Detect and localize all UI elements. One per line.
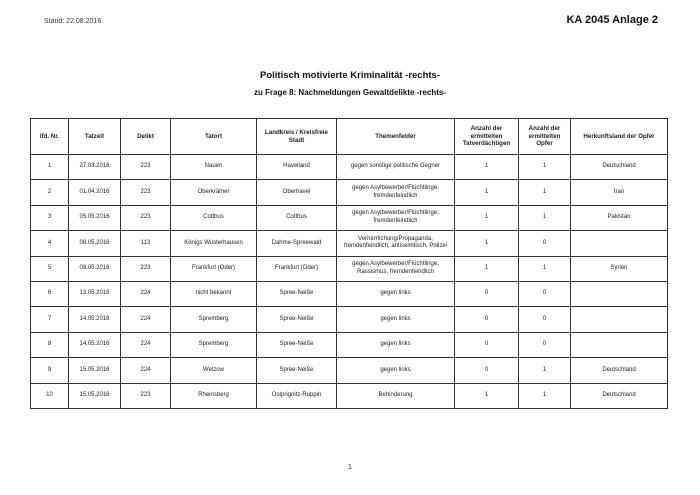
cell-opfer: 0 <box>519 307 571 332</box>
cell-delikt: 223 <box>121 205 171 230</box>
table-row <box>31 205 668 230</box>
cell-tatort: nicht bekannt <box>171 281 257 306</box>
document-reference: KA 2045 Anlage 2 <box>566 14 658 26</box>
header-lfd-nr: lfd. Nr. <box>31 119 69 155</box>
cell-tatort: Spremberg <box>171 332 257 357</box>
cell-lfd-nr: 4 <box>31 231 69 256</box>
cell-opfer: 0 <box>519 231 571 256</box>
cell-landkreis: Spree-Neiße <box>257 281 337 306</box>
table-header-row <box>31 119 668 155</box>
cell-delikt: 113 <box>121 231 171 256</box>
cell-themenfelder: gegen links <box>337 332 455 357</box>
cell-tatverdaechtige: 1 <box>455 256 519 281</box>
cell-tatzeit: 13.05.2016 <box>69 281 121 306</box>
cell-tatverdaechtige: 0 <box>455 307 519 332</box>
cell-lfd-nr: 3 <box>31 205 69 230</box>
table-row <box>31 307 668 332</box>
cell-delikt: 223 <box>121 180 171 205</box>
cell-landkreis: Spree-Neiße <box>257 332 337 357</box>
cell-opfer: 1 <box>519 383 571 408</box>
cell-herkunftsland: Deutschland <box>571 155 668 180</box>
cell-opfer: 1 <box>519 155 571 180</box>
table-row <box>31 281 668 306</box>
cell-landkreis: Spree-Neiße <box>257 358 337 383</box>
stand-date: Stand: 22.08.2016 <box>44 18 102 25</box>
cell-opfer: 1 <box>519 205 571 230</box>
cell-tatzeit: 08.05.2016 <box>69 231 121 256</box>
cell-lfd-nr: 7 <box>31 307 69 332</box>
table-row <box>31 383 668 408</box>
table-row <box>31 358 668 383</box>
cell-tatverdaechtige: 1 <box>455 155 519 180</box>
cell-tatverdaechtige: 1 <box>455 205 519 230</box>
cell-herkunftsland: Pakistan <box>571 205 668 230</box>
document-title: Politisch motivierte Kriminalität -rechts- <box>259 70 440 81</box>
cell-herkunftsland: Syrien <box>571 256 668 281</box>
cell-herkunftsland: Iran <box>571 180 668 205</box>
incident-table <box>30 118 668 409</box>
header-tatort: Tatort <box>171 119 257 155</box>
cell-herkunftsland <box>571 281 668 306</box>
cell-delikt: 224 <box>121 358 171 383</box>
cell-tatverdaechtige: 1 <box>455 180 519 205</box>
cell-opfer: 0 <box>519 332 571 357</box>
cell-lfd-nr: 2 <box>31 180 69 205</box>
cell-themenfelder: Behinderung <box>337 383 455 408</box>
cell-landkreis: Havelland <box>257 155 337 180</box>
cell-delikt: 224 <box>121 332 171 357</box>
cell-lfd-nr: 10 <box>31 383 69 408</box>
cell-themenfelder: gegen Asylbewerber/Flüchtlinge, Rassismus, fremdenfeindlich <box>337 256 455 281</box>
cell-landkreis: Ostprignitz-Ruppin <box>257 383 337 408</box>
cell-lfd-nr: 9 <box>31 358 69 383</box>
cell-herkunftsland: Deutschland <box>571 383 668 408</box>
table-row <box>31 231 668 256</box>
header-herkunftsland: Herkunftsland der Opfer <box>571 119 668 155</box>
cell-themenfelder: gegen Asylbewerber/Flüchtlinge, fremdenfeindlich <box>337 205 455 230</box>
cell-landkreis: Oberhavel <box>257 180 337 205</box>
cell-herkunftsland <box>571 332 668 357</box>
header-landkreis: Landkreis / Kreisfreie Stadt <box>257 119 337 155</box>
table-row <box>31 180 668 205</box>
cell-lfd-nr: 1 <box>31 155 69 180</box>
cell-tatzeit: 27.03.2016 <box>69 155 121 180</box>
cell-tatort: Spremberg <box>171 307 257 332</box>
table-row <box>31 332 668 357</box>
cell-tatzeit: 01.04.2016 <box>69 180 121 205</box>
cell-tatort: Welzow <box>171 358 257 383</box>
cell-tatort: Frankfurt (Oder) <box>171 256 257 281</box>
cell-tatverdaechtige: 1 <box>455 383 519 408</box>
table-row <box>31 256 668 281</box>
table-row <box>31 155 668 180</box>
cell-opfer: 1 <box>519 358 571 383</box>
header-tatzeit: Tatzeit <box>69 119 121 155</box>
cell-tatzeit: 14.05.2016 <box>69 307 121 332</box>
cell-tatverdaechtige: 0 <box>455 281 519 306</box>
cell-tatzeit: 15.05.2016 <box>69 358 121 383</box>
cell-landkreis: Frankfurt (Oder) <box>257 256 337 281</box>
cell-delikt: 224 <box>121 281 171 306</box>
cell-tatverdaechtige: 1 <box>455 231 519 256</box>
cell-themenfelder: gegen links <box>337 281 455 306</box>
document-subtitle: zu Frage 8: Nachmeldungen Gewaltdelikte -rechts- <box>253 88 447 97</box>
header-tatverdaechtige: Anzahl der ermittelten Tatverdächtigen <box>455 119 519 155</box>
cell-tatzeit: 14.05.2016 <box>69 332 121 357</box>
header-themenfelder: Themenfelder <box>337 119 455 155</box>
cell-lfd-nr: 6 <box>31 281 69 306</box>
cell-landkreis: Dahme-Spreewald <box>257 231 337 256</box>
cell-herkunftsland <box>571 307 668 332</box>
cell-herkunftsland <box>571 231 668 256</box>
cell-tatort: Oberkrämer <box>171 180 257 205</box>
cell-landkreis: Cottbus <box>257 205 337 230</box>
cell-landkreis: Spree-Neiße <box>257 307 337 332</box>
cell-delikt: 223 <box>121 256 171 281</box>
cell-tatort: Cottbus <box>171 205 257 230</box>
cell-tatzeit: 05.05.2016 <box>69 205 121 230</box>
cell-tatort: Königs Wusterhausen <box>171 231 257 256</box>
cell-lfd-nr: 5 <box>31 256 69 281</box>
cell-lfd-nr: 8 <box>31 332 69 357</box>
page-number: 1 <box>348 464 352 471</box>
cell-themenfelder: gegen links <box>337 307 455 332</box>
cell-themenfelder: gegen sonstige politische Gegner <box>337 155 455 180</box>
header-delikt: Delikt <box>121 119 171 155</box>
cell-opfer: 0 <box>519 281 571 306</box>
cell-tatort: Nauen <box>171 155 257 180</box>
cell-delikt: 223 <box>121 383 171 408</box>
cell-tatort: Rheinsberg <box>171 383 257 408</box>
cell-themenfelder: gegen links <box>337 358 455 383</box>
cell-tatzeit: 15.05.2016 <box>69 383 121 408</box>
cell-themenfelder: gegen Asylbewerber/Flüchtlinge, fremdenfeindlich <box>337 180 455 205</box>
header-opfer: Anzahl der ermittelten Opfer <box>519 119 571 155</box>
cell-herkunftsland: Deutschland <box>571 358 668 383</box>
cell-themenfelder: Verherrlichung/Propaganda, fremdenfeindlich, antisemitisch, Polizei <box>337 231 455 256</box>
cell-delikt: 224 <box>121 307 171 332</box>
cell-tatverdaechtige: 0 <box>455 332 519 357</box>
cell-tatzeit: 09.05.2016 <box>69 256 121 281</box>
cell-opfer: 1 <box>519 256 571 281</box>
cell-opfer: 1 <box>519 180 571 205</box>
cell-delikt: 223 <box>121 155 171 180</box>
cell-tatverdaechtige: 0 <box>455 358 519 383</box>
